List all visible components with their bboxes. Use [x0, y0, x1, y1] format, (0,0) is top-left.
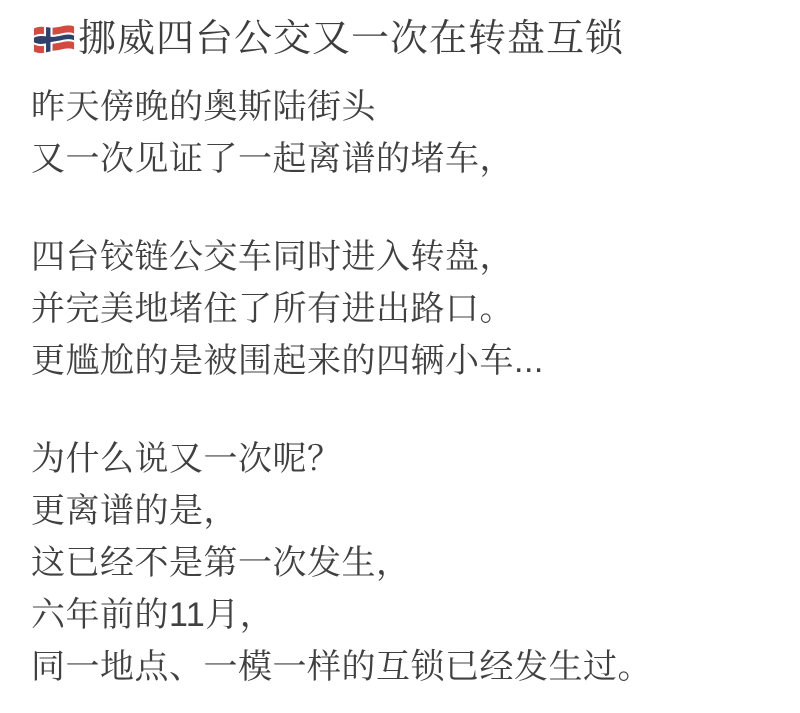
- paragraph: [31, 231, 772, 387]
- text-line: 同一地点、一模一样的互锁已经发生过。: [31, 648, 652, 686]
- norway-flag-icon: [31, 20, 77, 60]
- text-line: 为什么说又一次呢？: [31, 440, 342, 478]
- text-line: 并完美地堵住了所有进出路口。: [31, 290, 514, 328]
- text-line: 六年前的11月，: [31, 596, 275, 634]
- paragraph: [31, 433, 772, 693]
- text-line: 又一次见证了一起离谱的堵车，: [31, 140, 514, 178]
- text-line: 更尴尬的是被围起来的四辆小车...: [31, 342, 544, 380]
- text-line: 更离谱的是，: [31, 492, 238, 530]
- text-line: 昨天傍晚的奥斯陆街头: [31, 88, 376, 126]
- text-line: 这已经不是第一次发生，: [31, 544, 411, 582]
- post-title: [31, 12, 772, 66]
- paragraph: [31, 81, 772, 185]
- post-body: [31, 81, 772, 693]
- post-title-text: 挪威四台公交又一次在转盘互锁: [78, 18, 625, 60]
- text-line: 四台铰链公交车同时进入转盘，: [31, 238, 514, 276]
